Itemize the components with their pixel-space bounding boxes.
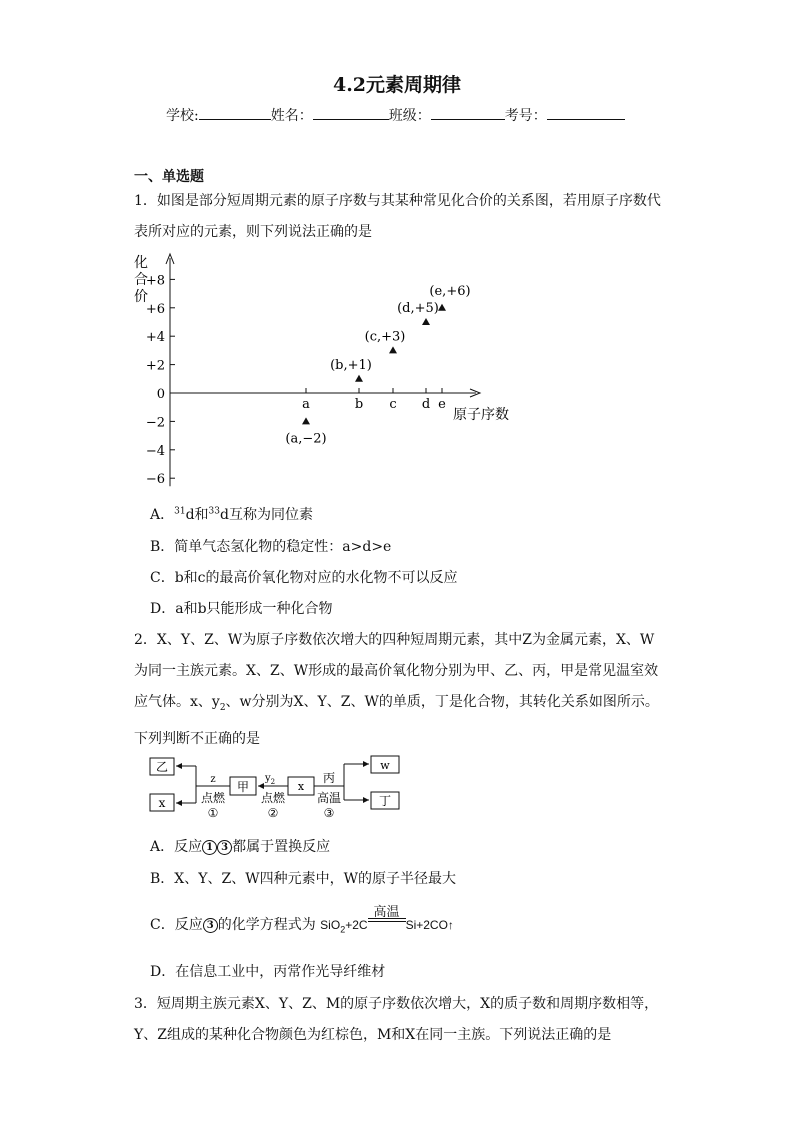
data-label-c: (c,+3) (364, 329, 406, 345)
data-point-b (355, 375, 363, 382)
x-tick-label-d: d (421, 397, 431, 412)
x-tick-label-e: e (438, 397, 446, 412)
label-ding: 丁 (378, 794, 392, 808)
q1-option-a[interactable] (150, 504, 313, 524)
q2-option-c[interactable] (150, 905, 454, 935)
q2-a-pre: A．反应 (150, 839, 203, 855)
step-2: ② (267, 806, 279, 820)
valence-chart (120, 250, 520, 495)
question-2-line-2: 为同一主族元素。X、Z、W形成的最高价氧化物分别为甲、乙、丙，甲是常见温室效 (134, 663, 659, 679)
reagent-y2: $y_2$ (264, 773, 276, 786)
equation-lhs: SiO$_2$+2C (320, 918, 368, 935)
data-label-d: (d,+5) (397, 301, 439, 316)
label-jia: 甲 (236, 780, 250, 794)
data-label-b: (b,+1) (330, 357, 372, 373)
y-tick-label: +4 (145, 330, 165, 346)
section-heading: 一、单选题 (134, 169, 204, 185)
circled-1: 1 (202, 840, 217, 855)
option-a-text-1: d和 (185, 507, 209, 523)
x-tick-label-a: a (302, 397, 310, 412)
equation-condition (368, 905, 406, 929)
name-field[interactable] (313, 104, 389, 120)
number-field[interactable] (547, 104, 625, 120)
x-tick-label-c: c (389, 397, 397, 412)
condition-1: 点燃 (200, 791, 226, 805)
option-a-text-2: d互称为同位素 (220, 507, 313, 523)
question-3-line-1: 3．短周期主族元素X、Y、Z、M的原子序数依次增大，X的质子数和周期序数相等， (134, 996, 659, 1012)
question-1-line-2: 表所对应的元素，则下列说法正确的是 (134, 224, 372, 240)
q2-a-post: 都属于置换反应 (232, 839, 331, 855)
question-3-stem (134, 989, 674, 1051)
question-3-line-2: Y、Z组成的某种化合物颜色为红棕色，M和X在同一主族。下列说法正确的是 (134, 1027, 612, 1043)
school-label: 学校: (166, 108, 199, 124)
data-point-c (389, 346, 397, 353)
question-1-line-1: 1．如图是部分短周期元素的原子序数与其某种常见化合价的关系图，若用原子序数代 (134, 193, 661, 209)
label-yi: 乙 (155, 760, 169, 774)
q2-line3-a: 应气体。x、y (134, 694, 220, 710)
data-point-a (302, 417, 310, 424)
isotope-mass-31: 31 (174, 506, 186, 517)
q2-option-d[interactable]: D．在信息工业中，丙常作光导纤维材 (150, 964, 386, 980)
data-label-e: (e,+6) (429, 283, 471, 299)
data-point-e (438, 304, 446, 311)
question-2-line-1: 2．X、Y、Z、W为原子序数依次增大的四种短周期元素，其中Z为金属元素，X、W (134, 632, 655, 648)
data-label-a: (a,−2) (285, 431, 327, 447)
step-1: ① (207, 806, 219, 820)
y-tick-label: +6 (145, 301, 165, 317)
x-tick-label-b: b (354, 397, 364, 412)
reagent-z: z (210, 774, 216, 785)
isotope-mass-33: 33 (208, 506, 220, 517)
circled-3-c: 3 (203, 918, 218, 933)
data-point-d (422, 318, 430, 325)
number-label: 考号： (504, 108, 547, 124)
y-tick-label: +2 (145, 358, 165, 374)
q2-c-mid: 的化学方程式为 (217, 917, 321, 933)
option-a-prefix: A． (150, 507, 175, 523)
step-3: ③ (323, 806, 335, 820)
y-axis-label-char: 合 (134, 272, 148, 288)
y-axis-label-char: 价 (134, 289, 148, 305)
question-1-stem (134, 186, 674, 248)
y-tick-label: 0 (156, 387, 165, 402)
label-w: w (380, 759, 390, 772)
name-label: 姓名： (270, 108, 313, 124)
class-label: 班级： (388, 108, 431, 124)
reaction-diagram (140, 752, 420, 822)
y-axis-label-char: 化 (134, 255, 148, 271)
q2-line3-b: 、w分别为X、Y、Z、W的单质，丁是化合物，其转化关系如图所示。 (225, 694, 659, 710)
equation-rhs: Si+2CO↑ (405, 918, 454, 932)
question-2-stem (134, 625, 674, 755)
y-tick-label: −4 (145, 443, 165, 459)
q1-option-c[interactable]: C．b和c的最高价氧化物对应的水化物不可以反应 (150, 570, 458, 586)
y-tick-label: −6 (145, 472, 165, 488)
condition-3: 高温 (316, 791, 342, 805)
student-info-line (166, 104, 625, 125)
circled-3: 3 (217, 840, 232, 855)
q1-option-d[interactable]: D．a和b只能形成一种化合物 (150, 601, 333, 617)
q2-option-b[interactable]: B．X、Y、Z、W四种元素中，W的原子半径最大 (150, 871, 457, 887)
school-field[interactable] (199, 104, 271, 120)
q2-option-a[interactable] (150, 836, 330, 856)
q2-c-pre: C．反应 (150, 917, 203, 933)
class-field[interactable] (431, 104, 505, 120)
question-2-line-3 (134, 687, 674, 724)
q1-option-b[interactable]: B．简单气态氢化物的稳定性：a>d>e (150, 539, 392, 555)
label-x-left: x (158, 796, 166, 810)
y-tick-label: −2 (145, 415, 165, 431)
page-title: 4.2元素周期律 (332, 74, 462, 96)
q2-line3-sub: 2 (219, 702, 226, 713)
equation-condition-text: 高温 (373, 905, 400, 920)
y-tick-label: +8 (145, 273, 165, 289)
reagent-bing: 丙 (322, 771, 336, 785)
question-2-line-4: 下列判断不正确的是 (134, 730, 260, 747)
label-x-mid: x (297, 780, 305, 793)
condition-2: 点燃 (260, 791, 286, 805)
x-axis-label: 原子序数 (453, 407, 509, 423)
